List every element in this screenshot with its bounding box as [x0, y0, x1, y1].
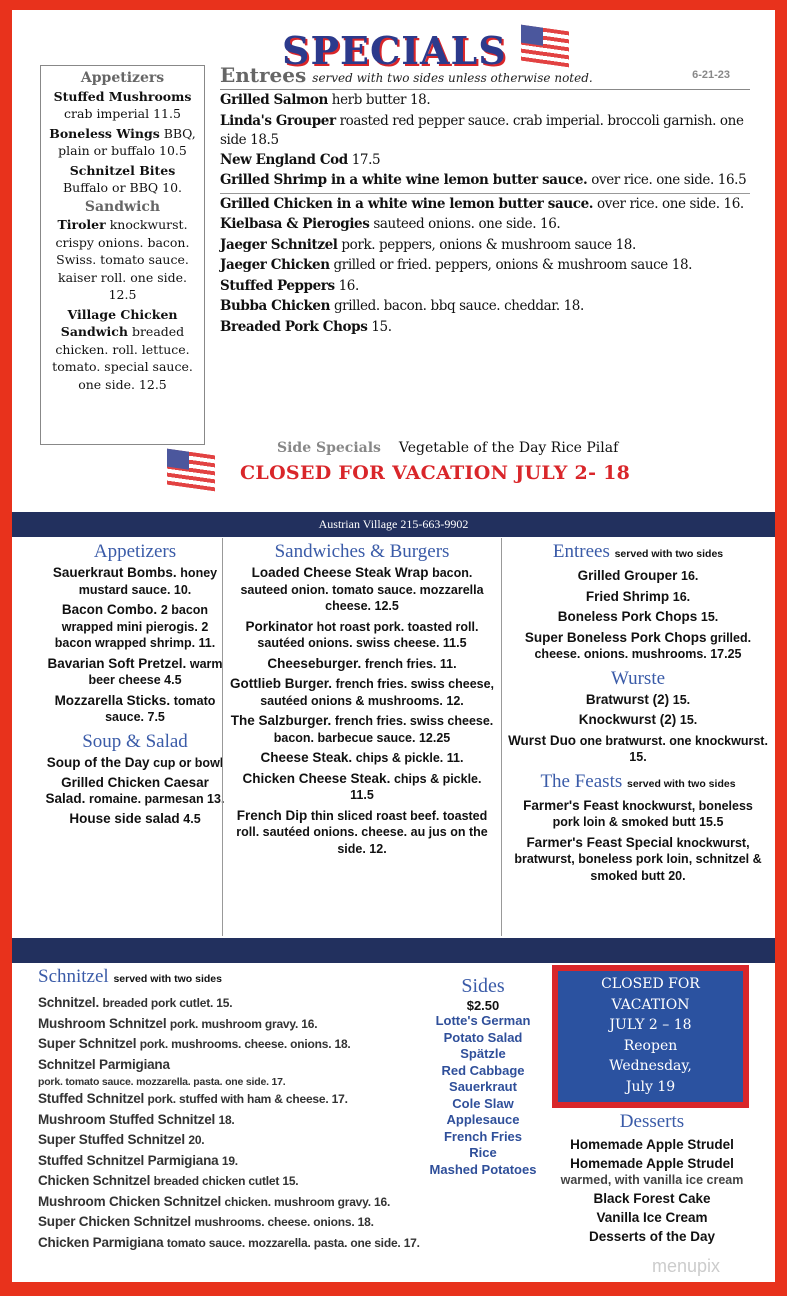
schnitzel-section	[38, 965, 418, 1253]
sides-price: $2.50	[466, 998, 500, 1013]
item-description: pork. mushroom gravy. 16.	[169, 1016, 318, 1031]
item-list	[220, 91, 750, 337]
section-heading-schnitzel	[38, 965, 418, 991]
item-description: BBQ, plain or buffalo 10.5	[58, 125, 196, 158]
item-description: roasted red pepper sauce. crab imperial. broccoli garnish. one side 18.5	[220, 112, 744, 148]
item-name: Desserts of the Day	[588, 1229, 716, 1244]
item-description: 15.	[371, 318, 392, 335]
item-name: Boneless Pork Chops	[557, 609, 698, 624]
menu-item	[38, 1014, 418, 1035]
item-description: 16.	[672, 589, 691, 604]
item-name: New England Cod	[220, 151, 348, 168]
item-name: Porkinator	[245, 618, 314, 634]
item-name: The Salzburger.	[230, 713, 332, 728]
item-name: Chicken Parmigiana	[38, 1234, 164, 1250]
item-name: House side salad	[69, 811, 180, 826]
restaurant-info-band: Austrian Village 215-663-9902	[12, 512, 775, 537]
menu-item	[47, 162, 198, 197]
menu-item	[508, 568, 768, 585]
menu-item: Red Cabbage	[441, 1062, 525, 1078]
menu-item	[229, 750, 495, 767]
menu-item	[47, 306, 198, 394]
item-description: french fries. swiss cheese. bacon. barbecue sauce. 12.25	[273, 714, 494, 745]
menu-item	[508, 589, 768, 606]
item-name: Mushroom Chicken Schnitzel	[38, 1193, 222, 1209]
item-description: 15.	[672, 692, 691, 707]
menu-item	[220, 171, 750, 194]
item-name: Homemade Apple Strudel	[570, 1156, 734, 1171]
item-name: Tiroler	[57, 217, 106, 232]
item-description: 18.	[218, 1112, 235, 1127]
sides-section	[424, 975, 542, 1178]
menu-item	[542, 1156, 762, 1188]
item-name: Gottlieb Burger.	[229, 676, 332, 691]
item-description: sauteed onions. one side. 16.	[373, 216, 561, 232]
menu-item: Lotte's German Potato Salad	[435, 1013, 531, 1045]
menu-item	[220, 91, 750, 111]
specials-entrees	[220, 63, 750, 337]
menu-item	[47, 88, 198, 123]
menu-item	[44, 755, 226, 772]
specials-appetizers-box	[40, 65, 205, 445]
item-name: Super Boneless Pork Chops	[524, 629, 707, 645]
item-description: 16.	[338, 277, 359, 294]
item-description: 4.5	[183, 812, 201, 826]
entrees-header	[220, 63, 750, 90]
item-name: Super Schnitzel	[38, 1036, 137, 1051]
flag-icon	[521, 25, 569, 68]
menu-item	[542, 1210, 762, 1226]
item-list	[44, 565, 226, 726]
item-description: grilled or fried. peppers, onions & mushroom sauce 18.	[333, 257, 693, 273]
item-name: Mushroom Schnitzel	[38, 1015, 167, 1031]
menu-item	[508, 798, 768, 831]
item-list	[508, 568, 768, 663]
section-heading: Sandwiches & Burgers	[274, 541, 450, 562]
menu-item	[38, 1233, 418, 1254]
menu-item	[229, 676, 495, 709]
item-name: Breaded Pork Chops	[220, 318, 368, 335]
section-heading-entrees	[508, 540, 768, 566]
item-description: pork. peppers, onions & mushroom sauce 18.	[341, 236, 636, 253]
item-list	[38, 993, 418, 1253]
item-description: 16.	[681, 569, 699, 583]
divider-band	[12, 938, 775, 963]
item-name: Soup of the Day	[46, 754, 150, 770]
menu-item: French Fries	[443, 1128, 523, 1144]
section-heading-feasts	[508, 770, 768, 796]
menu-item	[508, 609, 768, 626]
menu-item	[508, 630, 768, 663]
menu-item: Cole Slaw	[452, 1095, 514, 1111]
item-list	[542, 1137, 762, 1245]
menu-item	[220, 277, 750, 297]
menu-item	[508, 733, 768, 766]
menu-item	[542, 1229, 762, 1245]
item-name: Bratwurst (2)	[585, 691, 670, 707]
item-name: Grilled Grouper	[577, 568, 678, 583]
item-name: Super Stuffed Schnitzel	[38, 1132, 185, 1147]
side-specials-list: Vegetable of the Day Rice Pilaf	[398, 440, 619, 456]
item-name: Village Chicken Sandwich	[60, 306, 178, 339]
item-description: warm beer cheese 4.5	[88, 656, 223, 687]
item-name: Grilled Chicken Caesar Salad.	[45, 775, 209, 806]
menu-item: Spätzle	[460, 1046, 506, 1061]
menu-item: Mashed Potatoes	[429, 1161, 537, 1177]
specials-title-text: SPECIALS	[282, 28, 507, 73]
section-heading: Sandwich	[84, 198, 161, 215]
item-name: Jaeger Chicken	[220, 257, 330, 273]
menu-item	[38, 1171, 418, 1192]
item-name: Cheeseburger.	[267, 655, 362, 671]
item-description: mushrooms. cheese. onions. 18.	[194, 1215, 374, 1229]
item-name: Schnitzel.	[38, 995, 100, 1010]
item-name: Bubba Chicken	[220, 298, 331, 314]
menu-item	[47, 125, 198, 160]
item-description: 19.	[221, 1153, 238, 1168]
menu-item	[47, 216, 198, 304]
item-name: Cheese Steak.	[260, 750, 353, 765]
item-name: Homemade Apple Strudel	[570, 1137, 734, 1152]
menu-item	[220, 297, 750, 317]
item-name: Stuffed Schnitzel	[38, 1091, 145, 1106]
section-heading: Sides	[461, 975, 505, 997]
menu-item: Sauerkraut	[449, 1079, 517, 1094]
side-specials	[277, 440, 618, 456]
section-note: served with two sides	[113, 973, 222, 985]
column-appetizers	[40, 538, 230, 936]
item-description: french fries. 11.	[364, 656, 457, 671]
item-name: Super Chicken Schnitzel	[38, 1214, 191, 1229]
item-name: Linda's Grouper	[220, 112, 336, 129]
item-description: crab imperial 11.5	[64, 106, 181, 121]
item-name: Knockwurst (2)	[578, 712, 677, 727]
item-description: grilled. cheese. onions. mushrooms. 17.25	[534, 630, 752, 661]
menu-item	[220, 318, 750, 338]
section-heading: Soup & Salad	[82, 730, 188, 752]
item-name: Kielbasa & Pierogies	[220, 216, 370, 232]
item-list	[44, 755, 226, 828]
section-heading: Appetizers	[80, 70, 165, 86]
item-description: 20.	[188, 1133, 205, 1147]
item-name: Schnitzel Parmigiana	[38, 1056, 170, 1072]
item-list	[508, 692, 768, 766]
menu-item: Rice	[469, 1145, 497, 1160]
item-description: knockwurst. crispy onions. bacon. Swiss. tomato sauce. kaiser roll. one side. 12.5	[55, 217, 190, 302]
item-name: Loaded Cheese Steak Wrap	[251, 565, 429, 580]
item-description: chips & pickle. 11.5	[350, 771, 482, 802]
item-description: pork. stuffed with ham & cheese. 17.	[147, 1092, 348, 1106]
item-description: pork. mushrooms. cheese. onions. 18.	[139, 1037, 351, 1051]
item-name: Jaeger Schnitzel	[220, 236, 338, 253]
section-note: served with two sides	[627, 777, 736, 790]
menu-item	[220, 195, 750, 215]
item-description: breaded chicken. roll. lettuce. tomato. special sauce. one side. 12.5	[52, 324, 193, 392]
menu-item	[542, 1191, 762, 1207]
section-heading: Entrees	[220, 63, 307, 87]
item-description: 2 bacon wrapped mini pierogis. 2 bacon wrapped shrimp. 11.	[54, 603, 216, 650]
menu-item	[220, 151, 750, 171]
item-name: French Dip	[236, 807, 308, 823]
item-name: Farmer's Feast Special	[526, 834, 673, 850]
item-name: Grilled Chicken in a white wine lemon butter sauce.	[220, 195, 594, 212]
item-name: Mozzarella Sticks.	[54, 692, 171, 708]
menu-item	[44, 565, 226, 598]
menu-item	[542, 1137, 762, 1153]
menu-item	[38, 1130, 418, 1151]
section-heading: Schnitzel	[38, 966, 109, 987]
menu-item	[220, 236, 750, 256]
item-name: Grilled Shrimp in a white wine lemon butter sauce.	[220, 172, 588, 188]
item-description: honey mustard sauce. 10.	[78, 566, 218, 597]
item-name: Sauerkraut Bombs.	[52, 565, 177, 580]
item-list	[47, 216, 198, 393]
item-description: over rice. one side. 16.5	[591, 172, 747, 188]
section-heading: Entrees	[552, 541, 610, 562]
item-description: thin sliced roast beef. toasted roll. sautéed onions. cheese. au jus on the side. 12.	[236, 808, 488, 856]
menu-item	[44, 693, 226, 726]
item-description: chicken. mushroom gravy. 16.	[224, 1194, 391, 1209]
column-sandwiches	[222, 538, 502, 936]
item-description: grilled. bacon. bbq sauce. cheddar. 18.	[333, 298, 584, 314]
menu-item	[38, 1192, 418, 1213]
section-heading: The Feasts	[540, 770, 623, 792]
item-description: hot roast pork. toasted roll. sautéed onions. swiss cheese. 11.5	[257, 619, 479, 650]
item-name: Chicken Schnitzel	[38, 1173, 151, 1188]
item-description: breaded chicken cutlet 15.	[153, 1174, 299, 1188]
item-name: Farmer's Feast	[523, 797, 619, 813]
item-name: Vanilla Ice Cream	[596, 1210, 708, 1225]
item-name: Boneless Wings	[49, 125, 160, 141]
item-name: Mushroom Stuffed Schnitzel	[38, 1111, 216, 1127]
section-heading: Wurste	[610, 667, 666, 689]
item-description: french fries. swiss cheese, sautéed onions & mushrooms. 12.	[260, 677, 495, 708]
item-description: tomato sauce. mozzarella. pasta. one side. 17.	[166, 1235, 420, 1250]
menu-item	[44, 656, 226, 689]
item-description: one bratwurst. one knockwurst. 15.	[579, 733, 768, 764]
menu-item	[38, 1212, 418, 1233]
item-description: romaine. parmesan 13.	[88, 791, 225, 806]
item-name: Grilled Salmon	[220, 92, 328, 108]
menu-item	[220, 215, 750, 235]
flag-icon	[167, 452, 215, 493]
item-description: knockwurst, bratwurst, boneless pork loin, schnitzel & smoked butt 20.	[514, 835, 762, 883]
item-name: Bacon Combo.	[61, 602, 158, 617]
watermark-logo: menupix	[652, 1256, 721, 1276]
item-description: warmed, with vanilla ice cream	[560, 1173, 744, 1187]
menu-item	[508, 835, 768, 885]
menu-item	[38, 1151, 418, 1172]
menu-item	[38, 1034, 418, 1055]
column-entrees	[504, 538, 772, 936]
item-description: 15.	[700, 610, 719, 624]
section-heading: Desserts	[619, 1111, 685, 1132]
menu-item	[220, 112, 750, 151]
menu-item: Applesauce	[446, 1112, 520, 1127]
item-description: tomato sauce. 7.5	[105, 693, 216, 724]
menu-item	[44, 602, 226, 652]
menu-item	[229, 808, 495, 858]
section-note: served with two sides unless otherwise noted.	[312, 71, 593, 85]
closed-vacation-text: CLOSED FOR VACATION JULY 2 – 18 Reopen Wednesday, July 19	[558, 971, 743, 1102]
item-description: 17.5	[351, 151, 381, 168]
item-name: Wurst Duo	[508, 732, 577, 748]
section-heading: Appetizers	[93, 541, 177, 562]
item-description: over rice. one side. 16.	[596, 195, 744, 212]
item-description: knockwurst, boneless pork loin & smoked butt 15.5	[552, 798, 753, 829]
item-description: Buffalo or BBQ 10.	[62, 180, 182, 195]
menu-item	[508, 712, 768, 729]
menu-sheet	[12, 10, 775, 1282]
item-name: Bavarian Soft Pretzel.	[47, 655, 187, 671]
section-note: served with two sides	[614, 548, 724, 560]
item-name: Stuffed Schnitzel Parmigiana	[38, 1152, 219, 1168]
item-description: 15.	[679, 713, 698, 727]
menu-item	[508, 692, 768, 709]
menu-item	[229, 565, 495, 615]
menu-item	[44, 811, 226, 828]
menu-item	[38, 1110, 418, 1131]
item-list	[424, 1013, 542, 1178]
desserts-section	[542, 1110, 762, 1248]
item-name: Black Forest Cake	[593, 1191, 711, 1206]
menu-item	[220, 256, 750, 276]
item-description: chips & pickle. 11.	[355, 751, 464, 765]
menu-item	[229, 713, 495, 746]
menu-date: 6-21-23	[692, 69, 730, 81]
menu-item	[229, 771, 495, 804]
item-description: bacon. sauteed onion. tomato sauce. mozzarella cheese. 12.5	[240, 566, 484, 613]
menu-item	[38, 1055, 418, 1090]
side-specials-label: Side Specials	[277, 440, 381, 456]
item-name: Chicken Cheese Steak.	[242, 770, 391, 786]
menu-item	[229, 619, 495, 652]
menu-item	[229, 656, 495, 673]
item-list	[47, 88, 198, 197]
item-description: breaded pork cutlet. 15.	[102, 996, 233, 1010]
item-name: Fried Shrimp	[585, 588, 670, 604]
menu-item	[44, 775, 226, 807]
item-description: pork. tomato sauce. mozzarella. pasta. one side. 17.	[38, 1076, 286, 1088]
item-list	[508, 798, 768, 885]
closed-vacation-box	[552, 965, 749, 1108]
menu-item	[38, 993, 418, 1014]
closed-notice: CLOSED FOR VACATION JULY 2- 18	[240, 462, 631, 484]
item-name: Stuffed Peppers	[220, 277, 335, 294]
item-description: herb butter 18.	[331, 92, 431, 108]
menu-item	[38, 1089, 418, 1110]
item-name: Stuffed Mushrooms	[53, 88, 192, 104]
item-description: cup or bowl	[153, 755, 224, 770]
item-name: Schnitzel Bites	[69, 162, 176, 178]
item-list	[229, 565, 495, 857]
